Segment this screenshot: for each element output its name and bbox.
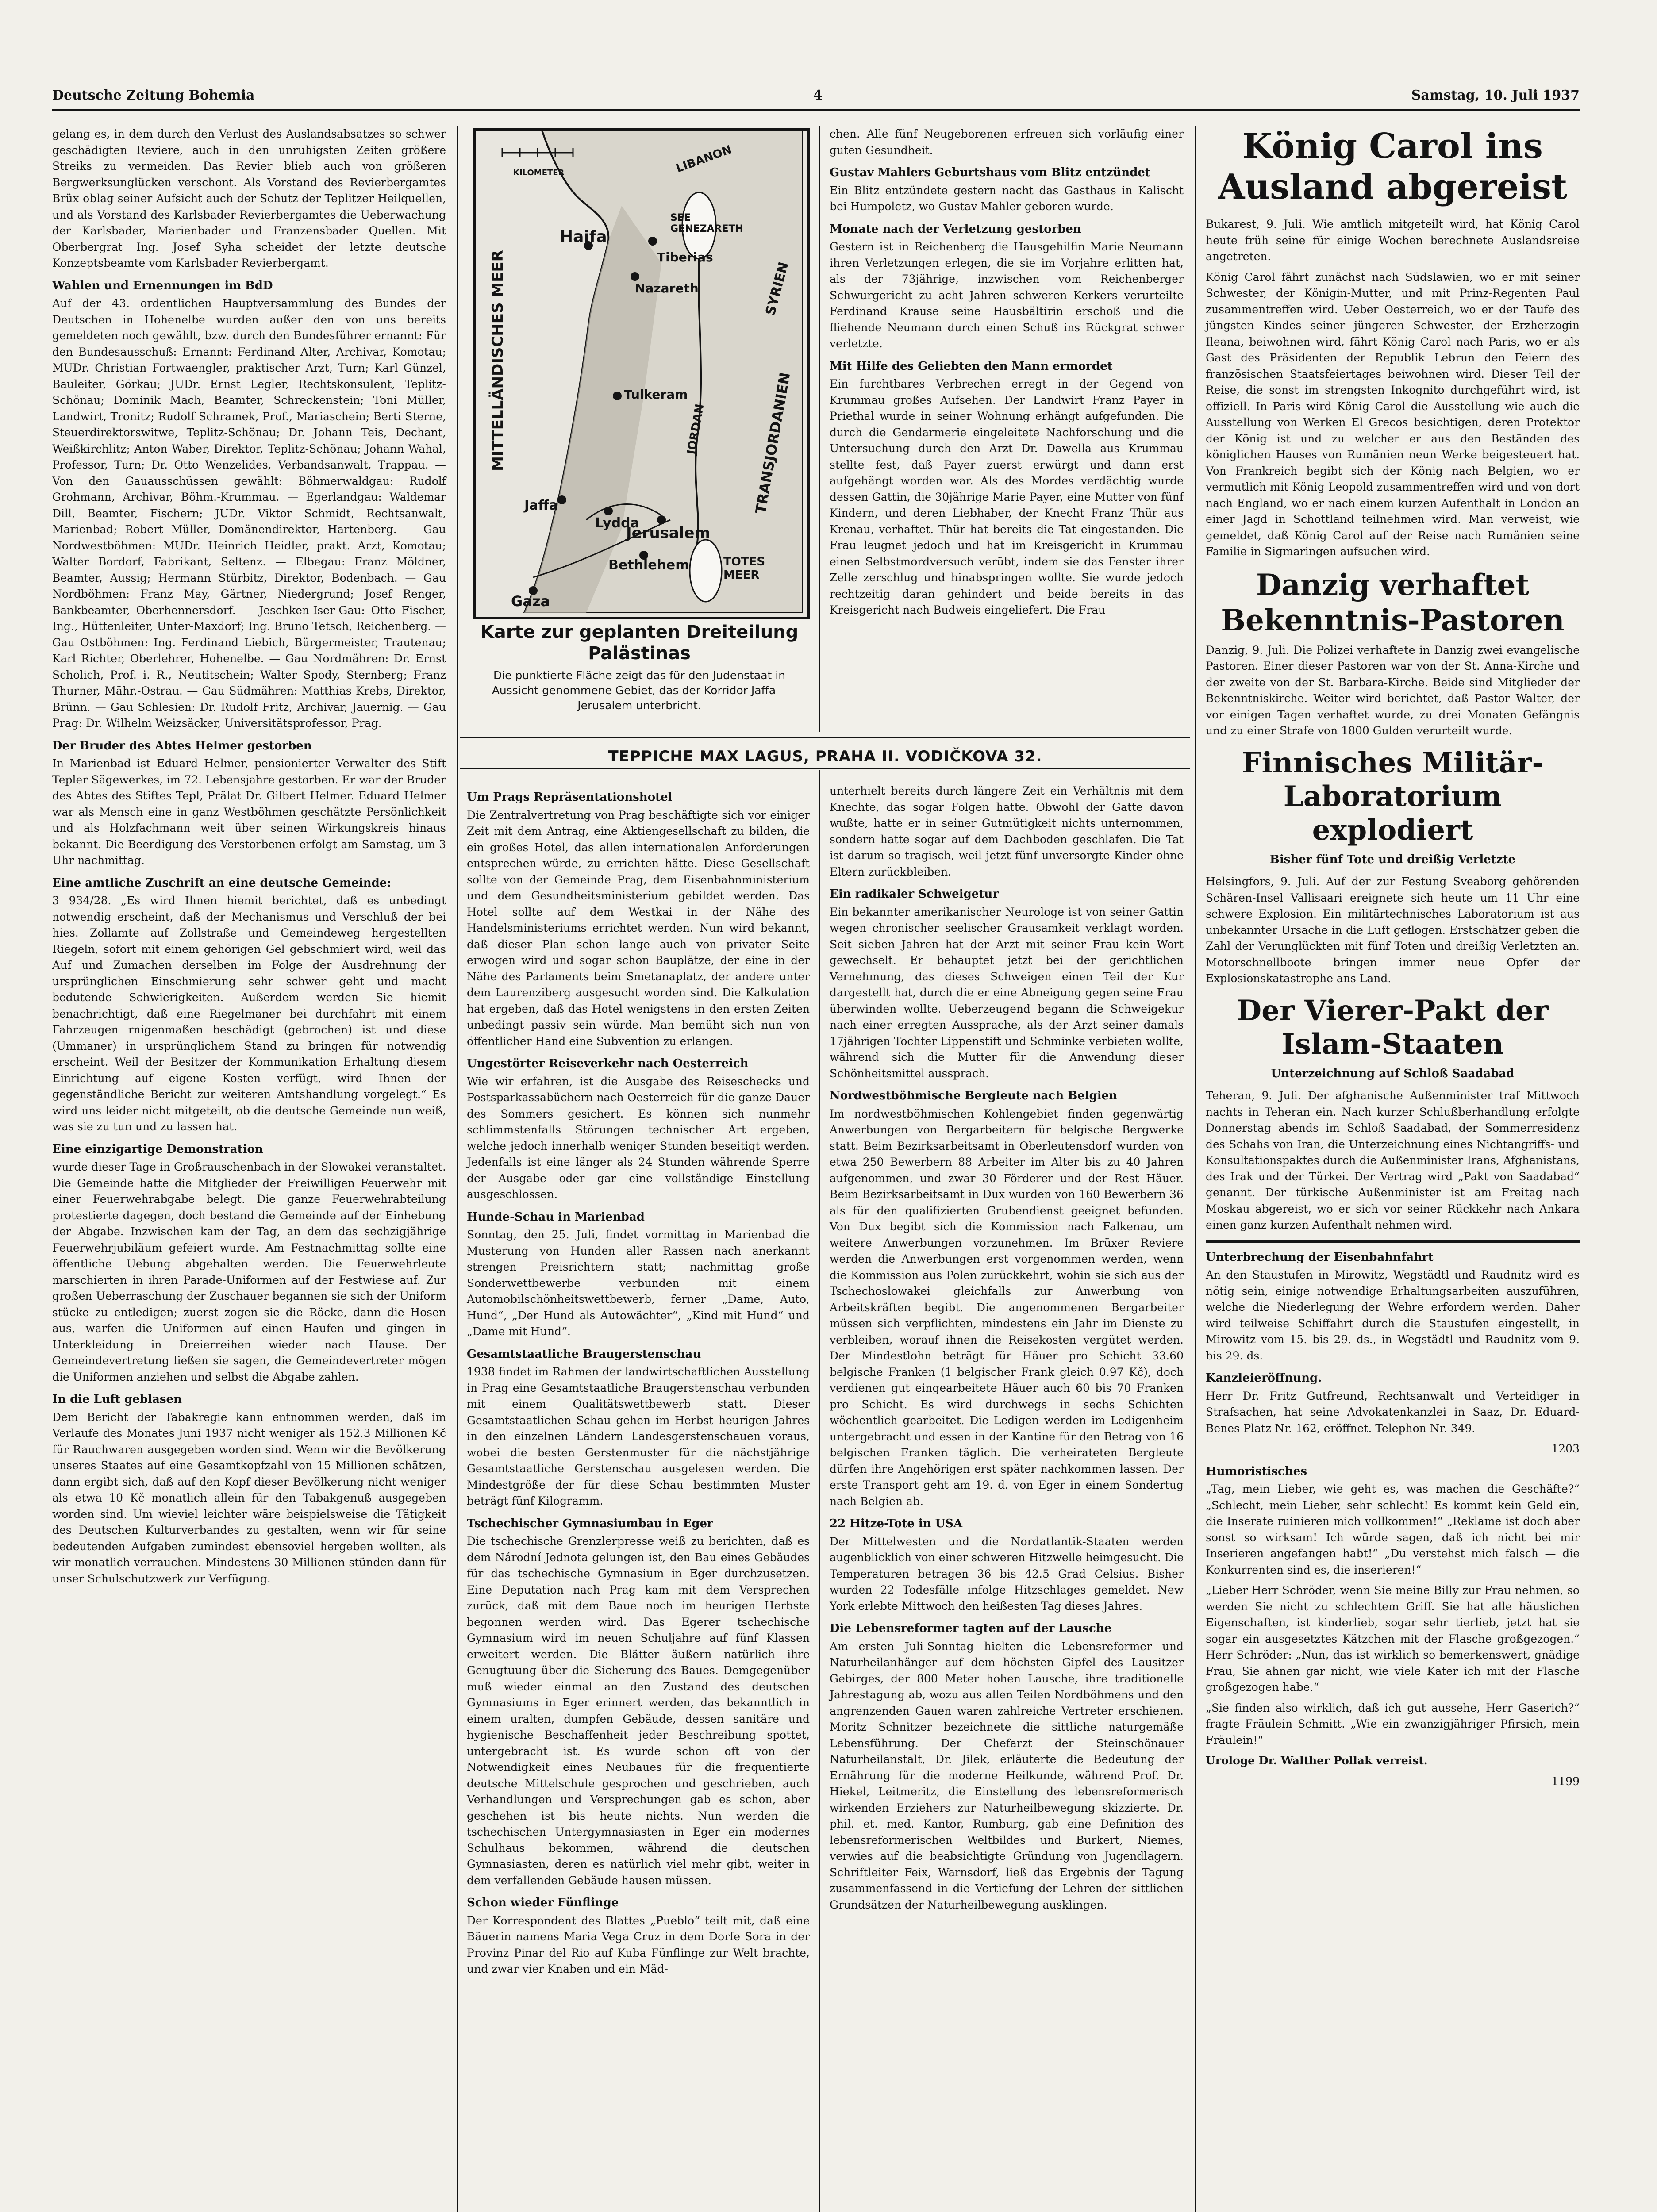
ad-rule-bottom bbox=[460, 768, 1190, 769]
subheadline: Unterzeichnung auf Schloß Saadabad bbox=[1271, 1067, 1515, 1080]
article-heading: Ungestörter Reiseverkehr nach Oesterreich bbox=[467, 1057, 749, 1070]
article-heading: Schon wieder Fünflinge bbox=[467, 1896, 619, 1909]
article-text: Herr Dr. Fritz Gutfreund, Rechtsanwalt und Verteidiger in Strafsachen, hat seine Advokatenkanzlei in Saaz, Dr. Eduard-Benes-Platz Nr. 162, eröffnet. Telephon Nr. 349. bbox=[1206, 1389, 1580, 1435]
article-text: Dem Bericht der Tabakregie kann entnommen werden, daß im Verlaufe des Monates Juni 1937 nicht weniger als 152.3 Millionen Kč für Rauchwaren ausgegeben worden sind. Wenn wir die Bevölkerung unseres Staates auf eine Gesamtkopfzahl von 15 Millionen schätzen, dann ergibt sich, daß auf den Kopf dieser Bevölkerung nicht weniger als etwa 10 Kč monatlich allein für den Tabakgenuß ausgegeben worden sind. Um wieviel leichter wäre beispielsweise die Tätigkeit des Deutschen Kulturverbandes zu gestalten, wenn wir für seine bedeutenden Aufgaben zumindest ebensoviel hergeben wollten, als wir monatlich verrauchen. Mindestens 30 Millionen stünden dann für unser Schulschutzwerk zur Verfügung. bbox=[52, 1410, 446, 1585]
article-heading: Wahlen und Ernennungen im BdD bbox=[52, 279, 273, 292]
article-text: König Carol fährt zunächst nach Südslawien, wo er mit seiner Schwester, der Königin-Mutter, und mit Prinz-Regenten Paul zusammentreffen wird. Ueber Oesterreich, wo er der Taufe des jüngsten Kindes seiner jüngeren Schwester, der Erzherzogin Ileana, beiwohnen wird, fährt König Carol nach Paris, wo er als Gast des Präsidenten der Republik Lebrun den Feiern des französischen Staatsfeiertages beiwohnen wird. Dieser Teil der Reise, die sonst im strengsten Inkognito durchgeführt wird, ist offiziell. In Paris wird König Carol die Ausstellung wie auch die Ausstellung von Werken El Grecos besichtigen, deren Protektor der König ist und zu welcher er aus den Beständen des königlichen Hauses von Rumänien neun Werke beigesteuert hat. Von Frankreich begibt sich der König nach Belgien, wo er vermutlich mit König Leopold zusammentreffen wird und von dort nach England, wo er nach einem kurzen Aufenthalt in London an einer Jagd in Schottland teilnehmen wird. Man verweist, wie gemeldet, daß König Carol auf der Reise nach Rumänien seine Familie in Sigmaringen aufsuchen wird. bbox=[1206, 270, 1580, 558]
article-heading: Gustav Mahlers Geburtshaus vom Blitz entzündet bbox=[830, 166, 1150, 179]
article-text: 3 934/28. „Es wird Ihnen hiemit berichtet, daß es unbedingt notwendig erscheint, daß der Mechanismus und Verschluß der bei hies. Zollamte auf Zollstraße und Gemeindeweg hergestellten Riegeln, sofort mit einem gehörigen Gel gebschmiert wird, weil das Auf und Zumachen derselben im Folge der Ausdrehnung der ursprünglichen Einschmierung sehr schwer geht und macht bedutende Schwierigkeiten. Außerdem werden Sie hiemit benachrichtigt, daß eine Riegelmaner bei durchfahrt mit einem Fahrzeugen rnigenmaßen beschädigt (gebrochen) ist und diese (Ummaner) in ursprünglichem Stand zu bringen für notwendig erscheint. Weil der Besitzer der Kommunikation Erhaltung diesem Einrichtung auf eigene Kosten verfügt, wird Ihnen der gegenständliche Bericht zur weiteren Amtshandlung vorgelegt.“ Es wird uns leider nicht mitgeteilt, ob die deutsche Gemeinde nun weiß, was sie zu tun und zu lassen hat. bbox=[52, 894, 446, 1133]
article-heading: Ein radikaler Schweigetur bbox=[830, 887, 999, 901]
map-caption-title: Karte zur geplanten Dreiteilung Palästinas bbox=[480, 622, 799, 664]
article-heading: Eine einzigartige Demonstration bbox=[52, 1142, 263, 1156]
headline-danzig: Danzig verhaftet Bekenntnis-Pastoren bbox=[1221, 567, 1565, 637]
article-heading: Unterbrechung der Eisenbahnfahrt bbox=[1206, 1250, 1434, 1264]
article-text: Helsingfors, 9. Juli. Auf der zur Festung Sveaborg gehörenden Schären-Insel Vallisaari ereignete sich heute um 11 Uhr eine schwere Explosion. Ein militärtechnisches Laboratorium ist aus unbekannter Ursache in die Luft geflogen. Erstschätzer geben die Zahl der Verunglückten mit fünf Toten und dreißig Verletzten an. Motorschnellboote bringen immer neue Opfer der Explosionskatastrophe ans Land. bbox=[1206, 875, 1580, 985]
map-label: SYRIEN bbox=[762, 260, 792, 317]
article-text: Im nordwestböhmischen Kohlengebiet finden gegenwärtig Anwerbungen von Bergarbeitern für belgische Bergwerke statt. Beim Bezirksarbeitsamt in Oberleutensdorf wurden von etwa 250 Bewerbern 88 Arbeiter im Alter bis zu 40 Jahren aufgenommen, und zwar 30 Förderer und der Rest Häuer. Beim Bezirksarbeitsamt in Dux wurden von 160 Bewerbern 36 als für den qualifizierten Grubendienst geeignet befunden. Von Dux begibt sich die Kommission nach Falkenau, um weitere Anwerbungen vorzunehmen. Im Brüxer Reviere werden die Anwerbungen erst vorgenommen werden, wenn die Kommission aus Polen zurückkehrt, wohin sie sich aus der Tschechoslowakei gleichfalls zur Anwerbung von Arbeitskräften begibt. Die angenommenen Bergarbeiter müssen sich verpflichten, mindestens ein Jahr im Dienste zu verbleiben, worauf ihnen die Reisekosten vergütet werden. Der Mindestlohn beträgt für Häuer pro Schicht 33.60 belgische Franken (1 belgischer Frank gleich 0.97 Kč), doch verdienen gut eingearbeitete Häuer auch 60 bis 70 Franken pro Schicht. Es wird durchwegs in sechs Schichten wöchentlich gearbeitet. Die Ledigen werden im Ledigenheim untergebracht und essen in der Kantine für den Betrag von 16 belgischen Franken täglich. Die verheirateten Bergleute dürfen ihre Angehörigen erst später nachkommen lassen. Der erste Transport geht am 19. d. von Eger in einem Sondertug nach Belgien ab. bbox=[830, 1107, 1184, 1508]
map-label: Tiberias bbox=[657, 250, 713, 265]
ad-banner: TEPPICHE MAX LAGUS, PRAHA II. VODIČKOVA 32. bbox=[608, 748, 1042, 765]
article-heading: 22 Hitze-Tote in USA bbox=[830, 1517, 963, 1530]
article-heading: Eine amtliche Zuschrift an eine deutsche Gemeinde: bbox=[52, 876, 391, 890]
map-label: Tulkeram bbox=[624, 387, 688, 402]
article-heading: In die Luft geblasen bbox=[52, 1393, 182, 1406]
article-heading: Kanzleieröffnung. bbox=[1206, 1371, 1322, 1385]
column-3 bbox=[830, 783, 1184, 1917]
map-label: KILOMETER bbox=[513, 168, 565, 177]
article-text: „Tag, mein Lieber, wie geht es, was machen die Geschäfte?“ „Schlecht, mein Lieber, sehr schlecht! Es kommt kein Geld ein, die Inserate ruinieren mich vollkommen!“ „Reklame ist doch aber sonst so wirksam! Ich würde sagen, daß ich nicht bei mir Inserieren angefangen habt!“ „Du verstehst mich falsch — die Konkurrenten sind es, die inserieren!“ bbox=[1206, 1482, 1580, 1576]
map-label: Bethlehem bbox=[608, 557, 689, 573]
article-heading: Gesamtstaatliche Braugerstenschau bbox=[467, 1347, 701, 1361]
article-text: chen. Alle fünf Neugeborenen erfreuen sich vorläufig einer guten Gesundheit. bbox=[830, 127, 1184, 157]
article-heading: Monate nach der Verletzung gestorben bbox=[830, 222, 1081, 236]
ad-number: 1199 bbox=[1551, 1774, 1580, 1788]
map-label: Jerusalem bbox=[626, 524, 711, 542]
map-label: Haifa bbox=[560, 228, 607, 246]
subheadline: Bisher fünf Tote und dreißig Verletzte bbox=[1269, 853, 1516, 866]
column-2 bbox=[467, 783, 810, 1982]
column-rule bbox=[457, 126, 458, 2212]
article-text: In Marienbad ist Eduard Helmer, pensionierter Verwalter des Stift Tepler Sägewerkes, im 72. Lebensjahre gestorben. Er war der Bruder des Abtes des Stiftes Tepl, Prälat Dr. Gilbert Helmer. Eduard Helmer war als Mensch eine in ganz Westböhmen geschätzte Persönlichkeit und als Holzfachmann weit über seinen Wirkungskreis hinaus bekannt. Die Beerdigung des Verstorbenen erfolgt am Samstag, um 3 Uhr nachmittag. bbox=[52, 757, 446, 867]
article-heading: Nordwestböhmische Bergleute nach Belgien bbox=[830, 1089, 1118, 1102]
article-heading: Tschechischer Gymnasiumbau in Eger bbox=[467, 1517, 713, 1530]
map-label: LIBANON bbox=[674, 143, 734, 176]
article-text: Der Korrespondent des Blattes „Pueblo“ teilt mit, daß eine Bäuerin namens Maria Vega Cruz in dem Dorfe Sora in der Provinz Pinar del Rio auf Kuba Fünflinge zur Welt brachte, und zwar vier Knaben und ein Mäd- bbox=[467, 1914, 810, 1975]
article-text: Gestern ist in Reichenberg die Hausgehilfin Marie Neumann ihren Verletzungen erlegen, die sie im Vorjahre erlitten hat, als der 73jährige, inzwischen vom Reichenberger Schwurgericht zu acht Jahren schweren Kerkers verurteilte Ferdinand Krause seine Hausbältirin erschoß und die fliehende Neumann durch einen Schuß ins Rückgrat schwer verletzte. bbox=[830, 240, 1184, 350]
classified-notice: Urologe Dr. Walther Pollak verreist. bbox=[1206, 1754, 1428, 1767]
article-text: An den Staustufen in Mirowitz, Wegstädtl und Raudnitz wird es nötig sein, einige notwendige Erhaltungsarbeiten auszuführen, welche die Niederlegung der Wehre erfordern werden. Daher wird teilweise Schiffahrt durch die Staustufen eingestellt, in Mirowitz vom 15. bis 29. ds., in Wegstädtl und Raudnitz vom 9. bis 29. ds. bbox=[1206, 1268, 1580, 1362]
map-label: Nazareth bbox=[635, 281, 699, 296]
article-text: Der Mittelwesten und die Nordatlantik-Staaten werden augenblicklich von einer schweren Hitzwelle heimgesucht. Die Temperaturen betragen 36 bis 42.5 Grad Celsius. Bisher wurden 22 Todesfälle infolge Hitzschlages gemeldet. New York erlebte Mittwoch den heißesten Tag dieses Jahres. bbox=[830, 1535, 1184, 1613]
article-heading: Die Lebensreformer tagten auf der Lausche bbox=[830, 1622, 1112, 1635]
article-heading: Der Bruder des Abtes Helmer gestorben bbox=[52, 739, 312, 753]
article-heading: Hunde-Schau in Marienbad bbox=[467, 1210, 645, 1224]
article-text: Sonntag, den 25. Juli, findet vormittag in Marienbad die Musterung von Hunden aller Rassen nach anerkannt strengen Preisrichtern statt; nachmittag große Sonderwettbewerbe verbunden mit einem Automobilschönheitswettbewerb, ferner „Dame, Auto, Hund“, „Der Hund als Autowächter“, „Kind mit Hund“ und „Dame mit Hund“. bbox=[467, 1228, 810, 1338]
article-text: Ein bekannter amerikanischer Neurologe ist von seiner Gattin wegen chronischer seelischer Grausamkeit verklagt worden. Seit sieben Jahren hat der Arzt mit seiner Frau kein Wort gewechselt. Er behauptet jetzt bei der gerichtlichen Vernehmung, das dieses Schweigen einen Teil der Kur dargestellt hat, durch die er eine Abneigung gegen seine Frau überwinden wollte. Ueberzeugend begann die Schweigekur nach einer erregten Aussprache, als der Arzt seiner damals 17jährigen Tochter Lippenstift und Schminke verbieten wollte, während sich die Mutter für die Anwendung dieser Schönheitsmittel aussprach. bbox=[830, 905, 1184, 1080]
map-label: TRANSJORDANIEN bbox=[752, 371, 794, 515]
column-4 bbox=[1206, 126, 1580, 1794]
column-rule bbox=[819, 126, 820, 732]
article-text: 1938 findet im Rahmen der landwirtschaftlichen Ausstellung in Prag eine Gesamtstaatliche Braugerstenschau verbunden mit einem Qualitätswettbewerb statt. Dieser Gesamtstaatlichen Schau gehen im Herbst heurigen Jahres in den einzelnen Ländern Landesgerstenschauen voraus, wobei die besten Gerstenmuster für die nächstjährige Gesamtstaatliche Gerstenschau ausgelesen werden. Die Mindestgröße der für diese Schau bestimmten Muster beträgt fünf Kilogramm. bbox=[467, 1365, 810, 1507]
article-heading: Humoristisches bbox=[1206, 1464, 1307, 1478]
column-1 bbox=[52, 126, 446, 1591]
article-text: „Lieber Herr Schröder, wenn Sie meine Billy zur Frau nehmen, so werden Sie nicht zu schlechtem Griff. Sie hat alle häuslichen Eigenschaften, ist kinderlieb, sogar sehr tierlieb, jetzt hat sie sogar ein ausgesetztes Kätzchen mit der Flasche großgezogen.“ Herr Schröder: „Nun, das ist wirklich so bemerkenswert, gnädige Frau, Sie ahnen gar nicht, wie viele Kater ich mit der Flasche großgezogen habe.“ bbox=[1206, 1584, 1580, 1694]
palestine-map bbox=[473, 128, 810, 619]
headline-viererpakt: Der Vierer-Pakt der Islam-Staaten bbox=[1237, 994, 1549, 1061]
article-text: „Sie finden also wirklich, daß ich gut aussehe, Herr Gaserich?“ fragte Fräulein Schmitt. „Wie ein zwanzigjähriger Pfirsich, mein Fräulein!“ bbox=[1206, 1701, 1580, 1747]
article-text: gelang es, in dem durch den Verlust des Auslandsabsatzes so schwer geschädigten Reviere, auch in den unruhigsten Zeiten größere Streiks zu vermeiden. Das Revier blieb auch von größeren Bergwerksunglücken verschont. Als Vorstand des Revierbergamtes Brüx oblag seiner Aufsicht auch der Schutz der Teplitzer Heilquellen, und als Vorstand des Karlsbader Revierbergamtes die Ueberwachung der Karlsbader, Marienbader und Franzensbader Quellen. Mit Oberbergrat Ing. Josef Syha scheidet der letzte deutsche Konzeptsbeamte vom Karlsbader Revierbergamt. bbox=[52, 127, 446, 269]
article-text: Danzig, 9. Juli. Die Polizei verhaftete in Danzig zwei evangelische Pastoren. Einer dieser Pastoren war von der St. Anna-Kirche und der zweite von der St. Barbara-Kirche. Beide sind Mitglieder der Bekenntniskirche. Weiter wird berichtet, daß Pastor Walter, der vor einigen Tagen verhaftet wurde, zu drei Monaten Gefängnis und zu einer Strafe von 1800 Gulden verurteilt wurde. bbox=[1206, 643, 1580, 737]
article-text: Ein furchtbares Verbrechen erregt in der Gegend von Krummau großes Aufsehen. Der Landwirt Franz Payer in Priethal wurde in seiner Wohnung erhängt aufgefunden. Die durch die Gendarmerie eingeleitete Nachforschung und die Untersuchung durch den Arzt Dr. Dawella aus Krummau stellte fest, daß Payer zuerst erwürgt und dann erst aufgehängt worden war. Als des Mordes verdächtig wurde dessen Gattin, die 30jährige Marie Payer, eine Mutter von fünf Kindern, und deren Liebhaber, der Knecht Franz Thür aus Krenau, verhaftet. Thür hat bereits die Tat eingestanden. Die Frau leugnet jedoch und hat im Kreisgericht in Krummau einen Selbstmordversuch verübt, indem sie das Fenster ihrer Zelle zerschlug und hinabspringen wollte. Sie wurde jedoch rechtzeitig daran gehindert und beide bereits in das Kreisgericht nach Budweis eingeliefert. Die Frau bbox=[830, 377, 1184, 616]
article-text: Am ersten Juli-Sonntag hielten die Lebensreformer und Naturheilanhänger auf dem höchsten Gipfel des Lausitzer Gebirges, der 800 Meter hohen Lausche, ihre traditionelle Jahrestagung ab, wozu aus allen Teilen Nordböhmens und den angrenzenden Gauen waren zahlreiche Vertreter erschienen. Moritz Schnitzer bezeichnete die sittliche naturgemäße Lebensführung. Der Chefarzt der Steinschönauer Naturheilanstalt, Dr. Jilek, erläuterte die Bedeutung der Ernährung für die moderne Heilkunde, während Prof. Dr. Hiekel, Leitmeritz, die Einstellung des lebensreformerisch wirkenden Erziehers zur Naturheilbewegung skizzierte. Dr. phil. et. med. Kantor, Rumburg, gab eine Definition des lebensreformerischen Weltbildes und Burkert, Niemes, verwies auf die beabsichtigte Gründung von Jugendlagern. Schriftleiter Feix, Warnsdorf, ließ das Ergebnis der Tagung zusammenfassend in die Vertiefung der Lehren der sittlichen Grundsätzen der Naturheilbewegung ausklingen. bbox=[830, 1640, 1184, 1911]
column-rule bbox=[1195, 126, 1196, 2212]
headline-finnland: Finnisches Militär-Laboratorium explodiert bbox=[1242, 746, 1544, 847]
ad-number: 1203 bbox=[1551, 1442, 1580, 1455]
map-label: Jaffa bbox=[524, 498, 558, 513]
article-text: Die tschechische Grenzlerpresse weiß zu berichten, daß es dem Národní Jednota gelungen ist, den Bau eines Gebäudes für das tschechische Gymnasium in Eger durchzusetzen. Eine Deputation nach Prag kam mit dem Versprechen zurück, daß mit dem Baue noch im heurigen Herbste begonnen werden wird. Das Egerer tschechische Gymnasium wird im neuen Schuljahre auf fünf Klassen erweitert werden. Die Blätter äußern natürlich ihre Genugtuung über die Sicherung des Baues. Demgegenüber muß wieder einmal an den Zustand des deutschen Gymnasiums in Eger erinnert werden, das bekanntlich in einem uralten, dumpfen Gebäude, dessen sanitäre und hygienische Beschaffenheit jeder Beschreibung spottet, untergebracht ist. Es wurde schon oft von der Notwendigkeit eines Neubaues für die frequentierte deutsche Mittelschule gesprochen und geschrieben, auch Verhandlungen und Versprechungen gab es schon, aber geschehen ist bis heute nichts. Nun werden die tschechischen Untergymnasiasten in Eger ein modernes Schulhaus bekommen, während die deutschen Gymnasiasten, deren es natürlich viel mehr gibt, weiter in dem verfallenden Gebäude hausen müssen. bbox=[467, 1535, 810, 1887]
section-rule bbox=[1206, 1240, 1580, 1243]
article-text: Wie wir erfahren, ist die Ausgabe des Reiseschecks und Postsparkassabüchern nach Oesterreich für die ganze Dauer des Sommers gesichert. Es können sich nunmehr schlimmstenfalls Störungen technischer Art ergeben, welche jedoch innerhalb weniger Stunden beseitigt werden. Jedenfalls ist eine länger als 24 Stunden währende Sperre der Ausgabe oder gar eine vollständige Einstellung ausgeschlossen. bbox=[467, 1075, 810, 1201]
article-heading: Mit Hilfe des Geliebten den Mann ermordet bbox=[830, 359, 1113, 373]
article-text: wurde dieser Tage in Großrauschenbach in der Slowakei veranstaltet. Die Gemeinde hatte die Mitglieder der Freiwilligen Feuerwehr mit einer Feuerwehrabgabe belegt. Die ganze Feuerwehrabteilung protestierte dagegen, doch bestand die Gemeinde auf der Einhebung der Abgabe. Inzwischen kam der Tag, an dem das sechzigjährige Feuerwehrjubiläum gefeiert wurde. Am Festnachmittag sollte eine öffentliche Uebung abgehalten werden. Die Feuerwehrleute marschierten in ihren Parade-Uniformen auf der Festwiese auf. Zur großen Ueberraschung der Zuschauer begannen sie sich der Uniform stücke zu entledigen; zuerst zogen sie die Röcke, dann die Hosen aus, warfen die Uniformen auf einen Haufen und gingen in Unterkleidung in Dreierreihen wieder nach Hause. Der Gemeindevertretung ließen sie sagen, die Gemeindevertreter mögen die Uniformen anziehen und selbst die Abgabe zahlen. bbox=[52, 1160, 446, 1383]
map-label: JORDAN bbox=[684, 403, 707, 456]
map-label: MITTELLÄNDISCHES MEER bbox=[489, 250, 507, 471]
article-text: Ein Blitz entzündete gestern nacht das Gasthaus in Kalischt bei Humpoletz, wo Gustav Mahler geboren wurde. bbox=[830, 184, 1184, 213]
article-text: Auf der 43. ordentlichen Hauptversammlung des Bundes der Deutschen in Hohenelbe wurden außer den von uns bereits gemeldeten noch gewählt, bzw. durch den Bundesführer ernannt: Für den Bundesausschuß: Ernannt: Ferdinand Alter, Archivar, Komotau; MUDr. Christian Fortwaengler, praktischer Arzt, Turn; Karl Günzel, Bauleiter, Görkau; JUDr. Ernst Legler, Rechtskonsulent, Teplitz-Schönau; Dominik Mach, Beamter, Schreckenstein; Toni Müller, Landwirt, Tronitz; Rudolf Schramek, Prof., Mariaschein; Berti Sterne, Steuerdirektorswitwe, Teplitz-Schönau; Dr. Johann Teis, Dechant, Weißkirchlitz; Anton Waber, Direktor, Teplitz-Schönau; Johann Wahal, Professor, Turn; Dr. Otto Wenzelides, Verbandsanwalt, Trappau. — Von den Gauausschüssen gewählt: Böhmerwaldgau: Rudolf Grohmann, Archivar, Böhm.-Krummau. — Egerlandgau: Waldemar Dill, Beamter, Fischern; JUDr. Viktor Schmidt, Rechtsanwalt, Marienbad; Robert Müller, Domänendirektor, Hartenberg. — Gau Nordwestböhmen: MUDr. Heinrich Heidler, prakt. Arzt, Komotau; Walter Bordorf, Fabrikant, Seltenz. — Elbegau: Franz Möldner, Beamter, Aussig; Hermann Stürbitz, Direktor, Bodenbach. — Gau Nordböhmen: Franz May, Gärtner, Niedergrund; Josef Renger, Bankbeamter, Oberhennersdorf. — Jeschken-Iser-Gau: Otto Fischer, Ing., Hüttenleiter, Unter-Maxdorf; Ing. Bruno Tetsch, Reichenberg. — Gau Ostböhmen: Ing. Ferdinand Liebich, Bürgermeister, Trautenau; Karl Richter, Oberlehrer, Hohenelbe. — Gau Nordmähren: Dr. Ernst Scholich, Prof. i. R., Neutitschein; Walter Spody, Sternberg; Franz Thurner, Mähr.-Ostrau. — Gau Südmähren: Matthias Krebs, Direktor, Brünn. — Gau Schlesien: Dr. Rudolf Fritz, Archivar, Jauernig. — Gau Prag: Dr. Wilhelm Weizsäcker, Universitätsprofessor, Prag. bbox=[52, 297, 446, 730]
article-heading: Um Prags Repräsentationshotel bbox=[467, 791, 673, 804]
map-label: SEE GENEZARETH bbox=[670, 212, 743, 234]
map-label: Gaza bbox=[511, 593, 550, 610]
article-text: Bukarest, 9. Juli. Wie amtlich mitgeteilt wird, hat König Carol heute früh seine für einige Wochen berechnete Auslandsreise angetreten. bbox=[1206, 218, 1580, 263]
article-text: unterhielt bereits durch längere Zeit ein Verhältnis mit dem Knechte, das sogar Folgen hatte. Obwohl der Gatte davon wußte, hatte er in seiner Gutmütigkeit nichts unternommen, sondern hatte sogar auf dem Dachboden geschlafen. Die Tat ist darum so tragisch, weil jetzt fünf unversorgte Kinder ohne Eltern zurückbleiben. bbox=[830, 784, 1184, 878]
issue-date: Samstag, 10. Juli 1937 bbox=[1411, 88, 1580, 103]
page-header bbox=[52, 88, 1580, 111]
column-rule bbox=[819, 770, 820, 2212]
article-text: Teheran, 9. Juli. Der afghanische Außenminister traf Mittwoch nachts in Teheran ein. Nach kurzer Schlußberhandlung erfolgte Donnerstag abends im Schloß Saadabad, der Sommerresidenz des Schahs von Iran, die Unterzeichnung eines Nichtangriffs- und Konsultationspaktes durch die Außenminister Irans, Afghanistans, des Irak und der Türkei. Der Vertrag wird „Pakt von Saadabad“ genannt. Der türkische Außenminister ist am Freitag nach Moskau abgereist, wo er sich vor seiner Rückkehr nach Ankara einen ganz kurzen Aufenthalt nehmen wird. bbox=[1206, 1089, 1580, 1231]
page-number: 4 bbox=[813, 88, 823, 103]
newspaper-name: Deutsche Zeitung Bohemia bbox=[52, 88, 255, 103]
column-3-top bbox=[830, 126, 1184, 623]
map-label: Lydda bbox=[595, 515, 639, 531]
headline-carol: König Carol ins Ausland abgereist bbox=[1218, 126, 1568, 207]
article-text: Die Zentralvertretung von Prag beschäftigte sich vor einiger Zeit mit dem Antrag, eine Aktiengesellschaft zu bilden, die ein großes Hotel, das allen internationalen Anforderungen entsprechen würde, zu errichten hätte. Diese Gesellschaft sollte von der Gemeinde Prag, dem Eisenbahnministerium und dem Gesundheitsministerium gebildet werden. Das Hotel sollte auf dem Westkai in der Nähe des Handelsministeriums errichtet werden. Nun wird bekannt, daß dieser Plan schon lange auch von privater Seite erwogen wird und sogar schon Bauplätze, der eine in der Nähe des Parlaments beim Smetanaplatz, der andere unter dem Laurenziberg ausgesucht worden sind. Die Kalkulation hat ergeben, daß das Hotel wenigstens in den ersten Zeiten unbedingt passiv sein würde. Man bemüht sich nun von öffentlicher Hand eine Subvention zu erlangen. bbox=[467, 808, 810, 1048]
ad-rule-top bbox=[460, 737, 1190, 738]
map-caption-text: Die punktierte Fläche zeigt das für den Judenstaat in Aussicht genommene Gebiet, das der Korridor Jaffa—Jerusalem unterbricht. bbox=[492, 669, 787, 712]
map-label: TOTES MEER bbox=[723, 555, 765, 582]
